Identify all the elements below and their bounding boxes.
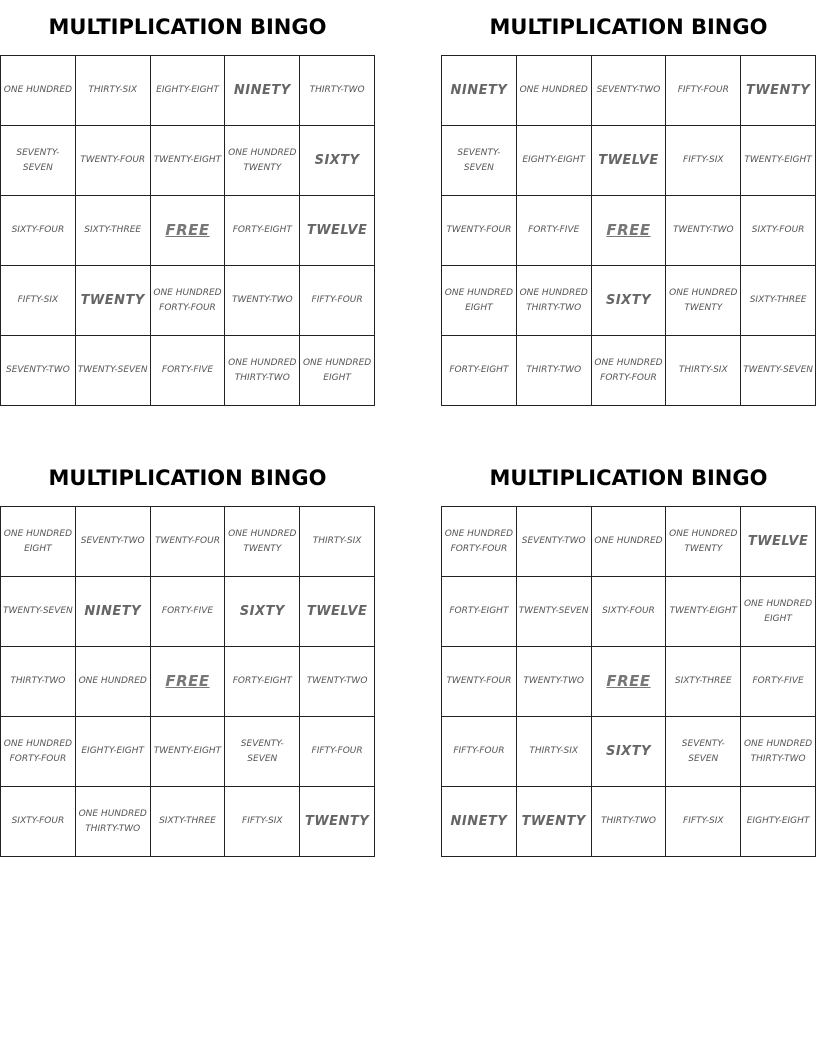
- bingo-cell-label: SEVENTY-SEVEN: [457, 147, 501, 173]
- bingo-cell: [300, 336, 375, 406]
- bingo-cell: [1, 647, 76, 717]
- bingo-cell-label: TWELVE: [306, 604, 368, 619]
- bingo-cell-label: FREE: [165, 221, 210, 239]
- bingo-cell: [741, 577, 816, 647]
- bingo-cell: [1, 717, 76, 787]
- bingo-cell: [666, 787, 741, 857]
- bingo-cell: [666, 196, 741, 266]
- bingo-cell-label: ONE HUNDRED THIRTY-TWO: [78, 808, 147, 834]
- bingo-cell: [592, 577, 667, 647]
- bingo-cell: [517, 787, 592, 857]
- bingo-cell-label: FIFTY-SIX: [683, 816, 724, 826]
- bingo-cell: [442, 266, 517, 336]
- bingo-cell-label: EIGHTY-EIGHT: [81, 746, 145, 756]
- bingo-cell-label: SIXTY-FOUR: [751, 225, 805, 235]
- bingo-cell: [225, 787, 300, 857]
- bingo-cell-label: ONE HUNDRED FORTY-FOUR: [444, 528, 514, 554]
- bingo-cell: [76, 787, 151, 857]
- bingo-cell: [151, 56, 226, 126]
- bingo-cell-label: TWENTY-TWO: [306, 676, 368, 686]
- bingo-cell-label: SEVENTY-TWO: [80, 536, 145, 546]
- bingo-cell-label: SIXTY-THREE: [159, 816, 216, 826]
- bingo-cell: [225, 196, 300, 266]
- bingo-cell: [741, 717, 816, 787]
- bingo-cell-label: TWENTY-EIGHT: [153, 746, 222, 756]
- bingo-cell: [225, 336, 300, 406]
- bingo-cell: [151, 787, 226, 857]
- bingo-cell: [592, 336, 667, 406]
- bingo-cell: [1, 577, 76, 647]
- bingo-cell-label: SEVENTY-SEVEN: [16, 147, 60, 173]
- bingo-cell: [151, 717, 226, 787]
- bingo-cell: [76, 577, 151, 647]
- bingo-cell-label: TWELVE: [747, 534, 809, 549]
- bingo-cell: [1, 196, 76, 266]
- bingo-cell-label: EIGHTY-EIGHT: [746, 816, 810, 826]
- bingo-cell: [741, 647, 816, 717]
- bingo-cell: [666, 507, 741, 577]
- bingo-cell: [666, 126, 741, 196]
- bingo-cell-label: ONE HUNDRED FORTY-FOUR: [3, 738, 73, 764]
- bingo-cell: [300, 787, 375, 857]
- bingo-cell-label: SIXTY: [239, 604, 285, 619]
- bingo-cell-label: TWENTY-TWO: [231, 295, 293, 305]
- bingo-cell: [666, 56, 741, 126]
- bingo-cell-label: THIRTY-TWO: [600, 816, 656, 826]
- bingo-cell: [592, 266, 667, 336]
- bingo-cell-label: EIGHTY-EIGHT: [522, 155, 586, 165]
- bingo-cell: [517, 647, 592, 717]
- bingo-cell: [517, 717, 592, 787]
- bingo-cell-label: ONE HUNDRED: [594, 536, 663, 546]
- bingo-cell: [592, 56, 667, 126]
- bingo-cell: [741, 126, 816, 196]
- bingo-cell: [666, 647, 741, 717]
- bingo-cell-label: NINETY: [450, 814, 508, 829]
- bingo-cell-label: TWENTY-TWO: [672, 225, 734, 235]
- bingo-cell-label: ONE HUNDRED THIRTY-TWO: [743, 738, 813, 764]
- bingo-cell: [76, 56, 151, 126]
- bingo-cell-label: FIFTY-FOUR: [677, 85, 729, 95]
- bingo-cell: [151, 577, 226, 647]
- free-space-cell: [151, 196, 226, 266]
- bingo-cell-label: SIXTY: [314, 153, 360, 168]
- bingo-cell: [741, 56, 816, 126]
- bingo-cell-label: FORTY-FIVE: [752, 676, 804, 686]
- card-title: MULTIPLICATION BINGO: [48, 15, 327, 39]
- bingo-cell-label: SEVENTY-SEVEN: [240, 738, 284, 764]
- bingo-cell-label: FIFTY-FOUR: [453, 746, 505, 756]
- bingo-cell-label: ONE HUNDRED FORTY-FOUR: [153, 287, 222, 313]
- bingo-cell: [442, 717, 517, 787]
- bingo-cell-label: TWENTY-SEVEN: [518, 606, 589, 616]
- bingo-cell-label: TWENTY-EIGHT: [744, 155, 812, 165]
- bingo-cell: [225, 507, 300, 577]
- bingo-cell-label: TWENTY-SEVEN: [77, 365, 148, 375]
- bingo-cell: [1, 336, 76, 406]
- bingo-cell: [1, 56, 76, 126]
- bingo-cell-label: FORTY-EIGHT: [449, 606, 509, 616]
- bingo-cell-label: THIRTY-SIX: [88, 85, 138, 95]
- bingo-grid: [0, 506, 375, 857]
- bingo-cell-label: SIXTY-THREE: [674, 676, 732, 686]
- bingo-cell-label: NINETY: [450, 83, 508, 98]
- bingo-cell: [741, 787, 816, 857]
- bingo-cell-label: SIXTY-FOUR: [11, 225, 65, 235]
- bingo-cell-label: SIXTY-THREE: [84, 225, 142, 235]
- bingo-cell-label: TWELVE: [598, 153, 659, 168]
- bingo-cell-label: TWENTY: [521, 814, 586, 829]
- card-title: MULTIPLICATION BINGO: [489, 466, 768, 490]
- bingo-cell-label: ONE HUNDRED TWENTY: [228, 528, 297, 554]
- bingo-cell: [666, 336, 741, 406]
- bingo-cell: [741, 196, 816, 266]
- bingo-cell-label: ONE HUNDRED FORTY-FOUR: [594, 357, 663, 383]
- bingo-cell: [517, 196, 592, 266]
- bingo-cell-label: TWENTY-TWO: [523, 676, 585, 686]
- bingo-cell: [225, 717, 300, 787]
- bingo-cell: [1, 787, 76, 857]
- bingo-cell: [76, 717, 151, 787]
- bingo-cell-label: ONE HUNDRED: [78, 676, 147, 686]
- bingo-cell-label: FREE: [606, 221, 651, 239]
- bingo-cell: [76, 647, 151, 717]
- bingo-cell: [517, 577, 592, 647]
- bingo-cell: [741, 507, 816, 577]
- bingo-cell-label: THIRTY-SIX: [678, 365, 728, 375]
- bingo-cell-label: FIFTY-SIX: [17, 295, 59, 305]
- bingo-cell: [151, 336, 226, 406]
- bingo-cell: [517, 56, 592, 126]
- bingo-grid: [441, 55, 816, 406]
- bingo-cell: [225, 266, 300, 336]
- bingo-cell: [442, 787, 517, 857]
- bingo-cell-label: NINETY: [233, 83, 291, 98]
- bingo-cell-label: TWENTY-FOUR: [80, 155, 146, 165]
- bingo-cell: [225, 126, 300, 196]
- bingo-cell-label: ONE HUNDRED TWENTY: [669, 528, 738, 554]
- bingo-cell: [300, 266, 375, 336]
- bingo-cell: [1, 507, 76, 577]
- bingo-cell-label: TWELVE: [306, 223, 368, 238]
- bingo-cell-label: SIXTY: [605, 293, 651, 308]
- bingo-cell: [300, 196, 375, 266]
- bingo-cell-label: FORTY-FIVE: [161, 606, 214, 616]
- bingo-cell: [517, 266, 592, 336]
- bingo-cell-label: ONE HUNDRED EIGHT: [743, 598, 813, 624]
- free-space-cell: [592, 647, 667, 717]
- bingo-cell-label: SIXTY-FOUR: [11, 816, 65, 826]
- bingo-cell-label: FIFTY-SIX: [683, 155, 724, 165]
- bingo-cell-label: FIFTY-FOUR: [311, 746, 363, 756]
- bingo-cell: [442, 126, 517, 196]
- bingo-cell-label: TWENTY-EIGHT: [153, 155, 222, 165]
- bingo-cell: [442, 577, 517, 647]
- free-space-cell: [151, 647, 226, 717]
- bingo-cell-label: TWENTY: [304, 814, 370, 829]
- bingo-cell: [442, 336, 517, 406]
- bingo-cell: [225, 56, 300, 126]
- bingo-cell-label: SEVENTY-TWO: [521, 536, 586, 546]
- bingo-cell: [76, 196, 151, 266]
- bingo-cell: [151, 507, 226, 577]
- bingo-cell: [151, 266, 226, 336]
- bingo-cell-label: ONE HUNDRED EIGHT: [3, 528, 73, 554]
- bingo-cell: [517, 126, 592, 196]
- bingo-cell-label: SEVENTY-SEVEN: [681, 738, 725, 764]
- bingo-cell-label: THIRTY-SIX: [529, 746, 579, 756]
- bingo-cell-label: FORTY-EIGHT: [232, 225, 292, 235]
- bingo-cell-label: FORTY-FIVE: [161, 365, 214, 375]
- bingo-cell: [300, 717, 375, 787]
- bingo-cell: [442, 507, 517, 577]
- bingo-cell-label: NINETY: [84, 604, 142, 619]
- bingo-cell-label: ONE HUNDRED TWENTY: [669, 287, 738, 313]
- bingo-cell-label: ONE HUNDRED: [519, 85, 588, 95]
- bingo-cell-label: FIFTY-FOUR: [311, 295, 363, 305]
- bingo-cell: [442, 56, 517, 126]
- bingo-cell: [225, 647, 300, 717]
- bingo-cell: [76, 336, 151, 406]
- bingo-cell-label: FREE: [606, 672, 651, 690]
- bingo-cell-label: SEVENTY-TWO: [596, 85, 661, 95]
- bingo-cell-label: TWENTY-FOUR: [446, 676, 512, 686]
- bingo-cell-label: FORTY-EIGHT: [449, 365, 509, 375]
- free-space-cell: [592, 196, 667, 266]
- bingo-cell-label: ONE HUNDRED EIGHT: [302, 357, 372, 383]
- bingo-cell: [76, 507, 151, 577]
- bingo-cell-label: SIXTY-THREE: [749, 295, 807, 305]
- bingo-cell: [300, 647, 375, 717]
- bingo-cell-label: SIXTY: [605, 744, 651, 759]
- card-title: MULTIPLICATION BINGO: [489, 15, 768, 39]
- bingo-cell: [517, 507, 592, 577]
- bingo-cell-label: SEVENTY-TWO: [5, 365, 70, 375]
- bingo-cell-label: TWENTY-EIGHT: [669, 606, 737, 616]
- bingo-cell: [76, 126, 151, 196]
- bingo-cell: [151, 126, 226, 196]
- bingo-cell: [592, 507, 667, 577]
- bingo-cell: [666, 717, 741, 787]
- bingo-cell: [592, 126, 667, 196]
- bingo-cell-label: THIRTY-TWO: [526, 365, 582, 375]
- bingo-cell: [442, 647, 517, 717]
- bingo-cell-label: TWENTY: [80, 293, 145, 308]
- bingo-cell-label: FIFTY-SIX: [242, 816, 283, 826]
- bingo-cell: [76, 266, 151, 336]
- bingo-cell: [1, 126, 76, 196]
- bingo-cell: [741, 336, 816, 406]
- bingo-cell-label: TWENTY-SEVEN: [3, 606, 73, 616]
- bingo-cell: [666, 577, 741, 647]
- bingo-cell: [300, 577, 375, 647]
- bingo-cell-label: FORTY-EIGHT: [232, 676, 292, 686]
- bingo-cell: [666, 266, 741, 336]
- bingo-cell: [1, 266, 76, 336]
- bingo-cell-label: EIGHTY-EIGHT: [156, 85, 219, 95]
- card-title: MULTIPLICATION BINGO: [48, 466, 327, 490]
- bingo-cell: [517, 336, 592, 406]
- bingo-cell-label: THIRTY-TWO: [309, 85, 365, 95]
- bingo-cell-label: ONE HUNDRED: [3, 85, 73, 95]
- bingo-grid: [0, 55, 375, 406]
- bingo-grid: [441, 506, 816, 857]
- bingo-cell: [592, 717, 667, 787]
- bingo-cell: [300, 56, 375, 126]
- bingo-cell-label: ONE HUNDRED TWENTY: [228, 147, 297, 173]
- bingo-cell: [741, 266, 816, 336]
- bingo-cell-label: ONE HUNDRED THIRTY-TWO: [228, 357, 297, 383]
- bingo-cell: [300, 507, 375, 577]
- bingo-cell-label: FORTY-FIVE: [528, 225, 580, 235]
- bingo-cell-label: TWENTY-SEVEN: [743, 365, 813, 375]
- bingo-cell-label: THIRTY-SIX: [312, 536, 362, 546]
- bingo-cell-label: ONE HUNDRED EIGHT: [444, 287, 514, 313]
- bingo-cell-label: SIXTY-FOUR: [602, 606, 655, 616]
- bingo-cell-label: TWENTY-FOUR: [155, 536, 220, 546]
- bingo-cell: [592, 787, 667, 857]
- bingo-cell-label: THIRTY-TWO: [10, 676, 66, 686]
- bingo-cell-label: TWENTY: [745, 83, 811, 98]
- bingo-cell: [300, 126, 375, 196]
- bingo-cell-label: TWENTY-FOUR: [446, 225, 512, 235]
- bingo-cell: [225, 577, 300, 647]
- bingo-cell: [442, 196, 517, 266]
- bingo-cell-label: ONE HUNDRED THIRTY-TWO: [519, 287, 588, 313]
- bingo-cell-label: FREE: [165, 672, 210, 690]
